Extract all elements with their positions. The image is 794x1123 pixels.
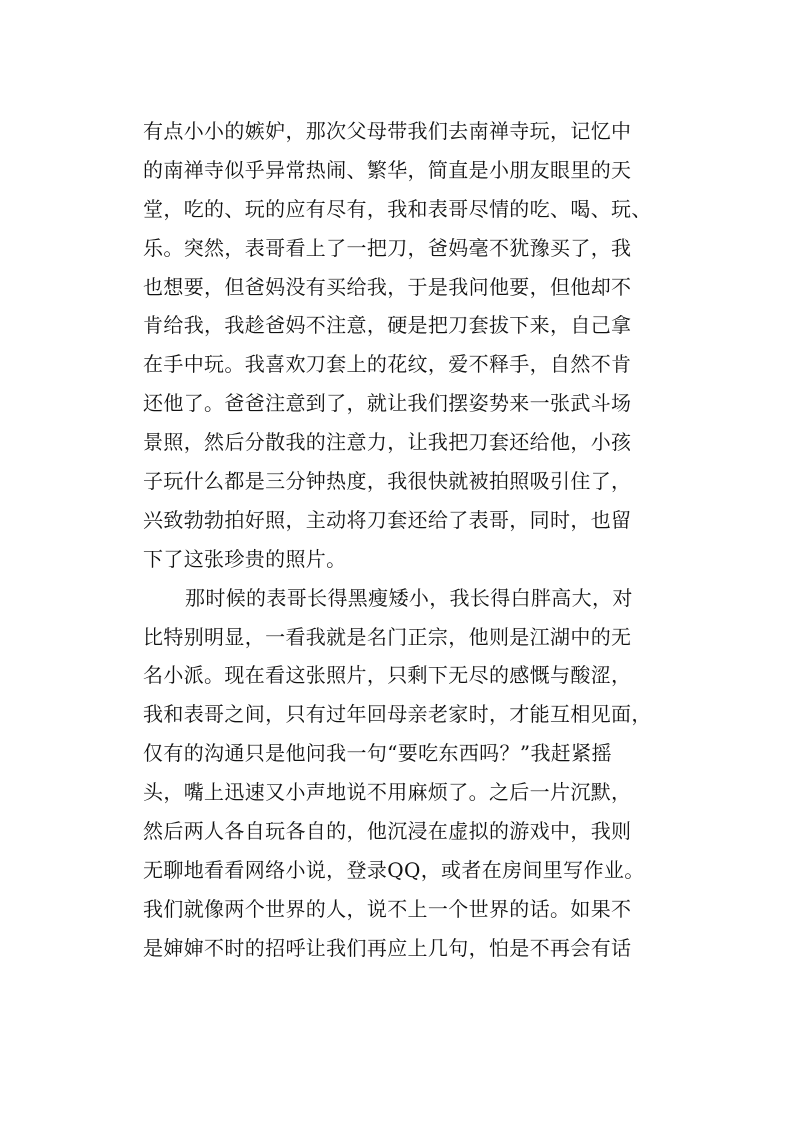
text-line: 在手中玩。我喜欢刀套上的花纹，爱不释手，自然不肯: [143, 352, 632, 377]
text-line: 也想要，但爸妈没有买给我，于是我问他要，但他却不: [143, 274, 632, 299]
body-text: [143, 112, 663, 968]
text-line: 还他了。爸爸注意到了，就让我们摆姿势来一张武斗场: [143, 391, 632, 416]
text-line: 景照，然后分散我的注意力，让我把刀套还给他，小孩: [143, 430, 632, 455]
text-line: 子玩什么都是三分钟热度，我很快就被拍照吸引住了，: [143, 469, 632, 494]
text-line: 头，嘴上迅速又小声地说不用麻烦了。之后一片沉默，: [143, 780, 632, 805]
paragraph-2: [143, 579, 663, 968]
text-line: 比特别明显，一看我就是名门正宗，他则是江湖中的无: [143, 624, 632, 649]
text-line: 我和表哥之间，只有过年回母亲老家时，才能互相见面，: [143, 702, 652, 727]
text-line: 兴致勃勃拍好照，主动将刀套还给了表哥，同时，也留: [143, 507, 632, 532]
text-line: 肯给我，我趁爸妈不注意，硬是把刀套拔下来，自己拿: [143, 313, 632, 338]
text-line: 乐。突然，表哥看上了一把刀，爸妈毫不犹豫买了，我: [143, 235, 632, 260]
text-line: 名小派。现在看这张照片，只剩下无尽的感慨与酸涩，: [143, 663, 632, 688]
text-line: 有点小小的嫉妒，那次父母带我们去南禅寺玩，记忆中: [143, 119, 632, 143]
text-line: 那时候的表哥长得黑瘦矮小，我长得白胖高大，对: [185, 585, 633, 610]
text-line: 然后两人各自玩各自的，他沉浸在虚拟的游戏中，我则: [143, 819, 632, 844]
paragraph-1: [143, 112, 663, 579]
text-line: 堂，吃的、玩的应有尽有，我和表哥尽情的吃、喝、玩、: [143, 196, 652, 221]
text-line: 我们就像两个世界的人，说不上一个世界的话。如果不: [143, 896, 632, 921]
text-line: 是婶婶不时的招呼让我们再应上几句，怕是不再会有话: [143, 935, 632, 960]
text-line: 仅有的沟通只是他问我一句“要吃东西吗？”我赶紧摇: [143, 741, 612, 766]
text-line: 无聊地看看网络小说，登录QQ，或者在房间里写作业。: [143, 857, 645, 882]
text-line: 下了这张珍贵的照片。: [143, 546, 347, 571]
text-line: 的南禅寺似乎异常热闹、繁华，简直是小朋友眼里的天: [143, 157, 632, 182]
